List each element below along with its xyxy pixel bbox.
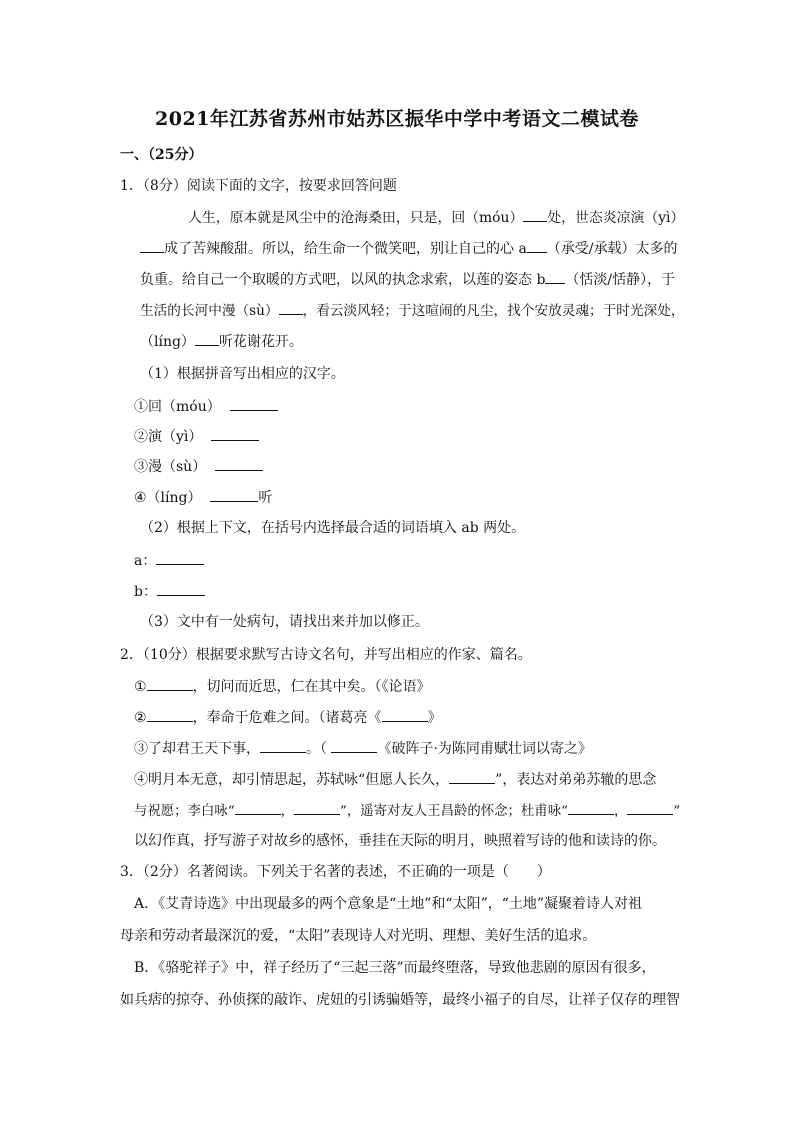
item-label: ②演（yì） bbox=[134, 429, 203, 445]
subquestion-2: （2）根据上下文，在括号内选择最合适的词语填入 ab 两处。 bbox=[140, 520, 526, 536]
answer-blank[interactable] bbox=[331, 738, 377, 753]
recite-text: ③了却君王天下事， bbox=[134, 741, 260, 757]
recite-text: ， bbox=[613, 804, 628, 819]
passage-text: 成了苦辣酸甜。所以，给生命一个微笑吧，别让自己的心 a bbox=[164, 241, 527, 257]
recite-line-6: 以幻作真，抒写游子对故乡的感怀，垂挂在天际的明月，映照着写诗的他和读诗的你。 bbox=[134, 833, 666, 849]
answer-blank[interactable] bbox=[279, 300, 303, 315]
recite-text: ④明月本无意，却引情思起，苏轼咏“但愿人长久， bbox=[134, 772, 450, 788]
recite-text: 《破阵子·为陈同甫赋壮词以寄之》 bbox=[377, 741, 592, 757]
question-1-heading: 1．（8分）阅读下面的文字，按要求回答问题 bbox=[120, 178, 397, 194]
item-label: ①回（móu） bbox=[134, 399, 221, 415]
recite-text: 与祝愿；李白咏“ bbox=[134, 804, 235, 819]
recite-text: 。（ bbox=[306, 741, 327, 757]
passage-line-5 bbox=[140, 331, 303, 352]
pinyin-item-1 bbox=[134, 396, 278, 417]
answer-blank[interactable] bbox=[260, 738, 306, 753]
passage-line-1 bbox=[188, 207, 684, 228]
passage-text: 负重。给自己一个取暖的方式吧，以风的执念求索，以莲的姿态 b bbox=[140, 272, 546, 288]
recite-line-1 bbox=[134, 676, 431, 697]
answer-blank[interactable] bbox=[156, 550, 204, 565]
answer-blank[interactable] bbox=[545, 269, 565, 284]
recite-line-4 bbox=[134, 769, 656, 790]
passage-line-2 bbox=[140, 238, 678, 259]
recite-text: ，奉命于危难之间。（诸葛亮《 bbox=[192, 710, 382, 726]
recite-text: ， bbox=[280, 804, 294, 819]
answer-blank[interactable] bbox=[215, 456, 263, 471]
pinyin-item-3 bbox=[134, 456, 263, 477]
answer-blank[interactable] bbox=[140, 238, 164, 253]
answer-blank[interactable] bbox=[210, 487, 258, 502]
recite-text: ” bbox=[673, 804, 681, 819]
answer-blank[interactable] bbox=[568, 800, 614, 815]
recite-text: 》 bbox=[427, 710, 442, 726]
answer-blank[interactable] bbox=[195, 331, 219, 346]
answer-blank[interactable] bbox=[157, 581, 205, 596]
option-b-line-1: B．《骆驼祥子》中，祥子经历了“三起三落”而最终堕落，导致他悲剧的原因有很多， bbox=[134, 960, 656, 976]
answer-blank[interactable] bbox=[235, 800, 281, 815]
question-2-heading: 2．（10分）根据要求默写古诗文名句，并写出相应的作家、篇名。 bbox=[120, 647, 532, 663]
subquestion-1: （1）根据拼音写出相应的汉字。 bbox=[140, 366, 345, 382]
item-label: a： bbox=[134, 553, 157, 569]
recite-line-5 bbox=[134, 800, 680, 822]
passage-text: （承受/承载）太多的 bbox=[546, 241, 678, 257]
answer-blank[interactable] bbox=[449, 769, 495, 784]
pinyin-item-4 bbox=[134, 487, 272, 508]
recite-text: ”，表达对弟弟苏辙的思念 bbox=[495, 772, 657, 788]
recite-text: ”，遥寄对友人王昌龄的怀念；杜甫咏“ bbox=[339, 804, 568, 819]
answer-blank[interactable] bbox=[211, 426, 259, 441]
passage-text: （líng） bbox=[140, 334, 195, 350]
option-a-line-1: A．《艾青诗选》中出现最多的两个意象是“土地”和“太阳”，“土地”凝聚着诗人对祖 bbox=[134, 896, 643, 912]
question-3-heading: 3．（2分）名著阅读。下列关于名著的表述，不正确的一项是（ ） bbox=[120, 864, 551, 880]
item-label: b： bbox=[134, 584, 157, 600]
item-label: ① bbox=[134, 679, 147, 695]
recite-line-2 bbox=[134, 707, 442, 728]
recite-text: ，切问而近思，仁在其中矣。（《论语》 bbox=[192, 679, 431, 695]
answer-blank[interactable] bbox=[230, 396, 278, 411]
answer-blank[interactable] bbox=[294, 800, 340, 815]
answer-blank[interactable] bbox=[147, 707, 193, 722]
passage-text: 人生，原本就是风尘中的沧海桑田，只是，回（móu） bbox=[188, 210, 524, 226]
answer-blank[interactable] bbox=[523, 207, 547, 222]
passage-text: ，看云淡风轻；于这喧闹的凡尘，找个安放灵魂；于时光深处， bbox=[302, 303, 685, 319]
item-label: ④（líng） bbox=[134, 490, 202, 506]
passage-text: 生活的长河中漫（sù） bbox=[140, 303, 279, 319]
option-b-line-2: 如兵痞的掠夺、孙侦探的敲诈、虎妞的引诱骗婚等，最终小福子的自尽，让祥子仅存的理智 bbox=[120, 992, 680, 1008]
answer-b bbox=[134, 581, 205, 602]
answer-blank[interactable] bbox=[527, 238, 547, 253]
pinyin-item-2 bbox=[134, 426, 259, 447]
passage-text: 听花谢花开。 bbox=[218, 334, 303, 350]
answer-blank[interactable] bbox=[627, 800, 673, 815]
answer-blank[interactable] bbox=[382, 707, 428, 722]
option-a-line-2: 母亲和劳动者最深沉的爱，“太阳”表现诗人对光明、理想、美好生活的追求。 bbox=[120, 928, 597, 944]
recite-line-3 bbox=[134, 738, 592, 759]
passage-text: （恬淡/恬静），于 bbox=[565, 272, 676, 288]
item-label: ② bbox=[134, 710, 147, 726]
passage-text: 处，世态炎凉演（yì） bbox=[547, 210, 685, 226]
passage-line-3 bbox=[140, 269, 675, 290]
subquestion-3: （3）文中有一处病句，请找出来并加以修正。 bbox=[140, 614, 429, 630]
page-title: 2021年江苏省苏州市姑苏区振华中学中考语文二模试卷 bbox=[155, 108, 639, 130]
answer-blank[interactable] bbox=[147, 676, 193, 691]
answer-a bbox=[134, 550, 204, 571]
item-label: 听 bbox=[258, 490, 273, 506]
item-label: ③漫（sù） bbox=[134, 459, 207, 475]
section-heading: 一、（25分） bbox=[120, 147, 203, 163]
passage-line-4 bbox=[140, 300, 685, 321]
